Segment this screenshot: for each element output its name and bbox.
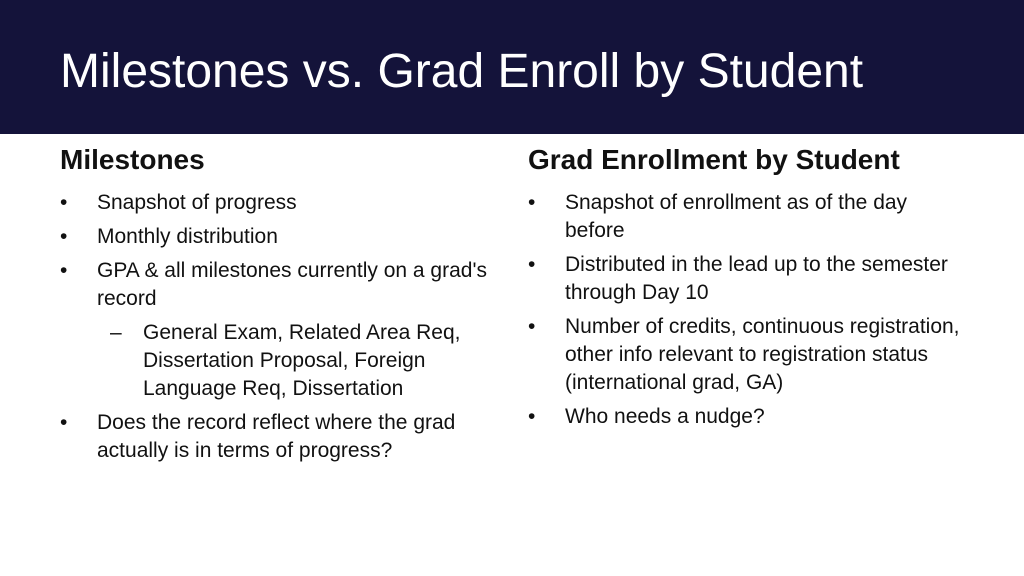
list-item xyxy=(97,319,490,403)
bullet-text: Who needs a nudge? xyxy=(565,405,765,428)
grad-enrollment-heading: Grad Enrollment by Student xyxy=(528,144,900,175)
sub-bullet-text: General Exam, Related Area Req, Dissertation Proposal, Foreign Language Req, Dissertation xyxy=(143,321,461,400)
slide-title: Milestones vs. Grad Enroll by Student xyxy=(60,45,864,98)
list-item xyxy=(528,251,968,307)
list-item xyxy=(60,189,490,217)
bullet-marker: • xyxy=(60,259,68,282)
milestones-heading: Milestones xyxy=(60,144,205,175)
bullet-marker: • xyxy=(60,191,68,214)
bullet-marker: • xyxy=(60,411,68,434)
title-bar xyxy=(0,0,1024,134)
list-item xyxy=(528,313,968,397)
list-item xyxy=(60,409,490,465)
bullet-marker: • xyxy=(528,253,536,276)
bullet-marker: • xyxy=(528,315,536,338)
bullet-text: GPA & all milestones currently on a grad's record xyxy=(97,259,487,310)
bullet-text: Distributed in the lead up to the semester through Day 10 xyxy=(565,253,948,304)
bullet-text: Number of credits, continuous registration, other info relevant to registration status (international grad, GA) xyxy=(565,315,960,394)
list-item xyxy=(60,257,490,403)
milestones-list xyxy=(60,189,490,465)
milestones-sublist xyxy=(97,319,490,403)
list-item xyxy=(528,189,968,245)
bullet-text: Snapshot of enrollment as of the day before xyxy=(565,191,908,242)
bullet-marker: • xyxy=(528,405,536,428)
dash-marker: – xyxy=(110,321,122,344)
milestones-column xyxy=(60,143,490,471)
grad-enrollment-column xyxy=(528,143,968,437)
bullet-text: Does the record reflect where the grad actually is in terms of progress? xyxy=(97,411,456,462)
grad-enrollment-list xyxy=(528,189,968,431)
bullet-text: Snapshot of progress xyxy=(97,191,297,214)
list-item xyxy=(528,403,968,431)
bullet-marker: • xyxy=(60,225,68,248)
list-item xyxy=(60,223,490,251)
bullet-marker: • xyxy=(528,191,536,214)
bullet-text: Monthly distribution xyxy=(97,225,278,248)
